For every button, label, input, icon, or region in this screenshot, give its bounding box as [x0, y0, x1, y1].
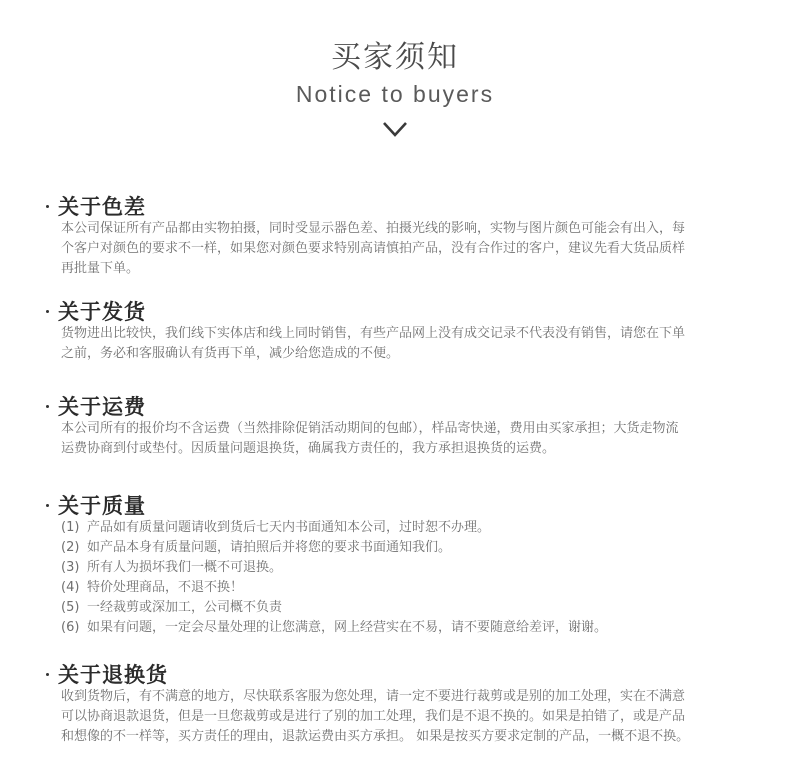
bullet-dot-icon	[46, 310, 49, 313]
page-title: 买家须知	[331, 40, 459, 75]
section-title: 关于发货	[58, 300, 146, 324]
list-number: (3)	[61, 560, 80, 575]
section-body	[61, 219, 746, 279]
list-text: 产品如有质量问题请收到货后七天内书面通知本公司，过时恕不办理。	[87, 520, 491, 535]
section-title: 关于色差	[58, 195, 146, 219]
body-line: 可以协商退款退货，但是一旦您裁剪或是进行了别的加工处理，我们是不退不换的。如果是拍错了，或是产品	[61, 709, 686, 724]
section-body	[61, 518, 746, 638]
list-text: 所有人为损坏我们一概不可退换。	[87, 560, 283, 575]
section-shipping	[46, 298, 746, 364]
list-text: 如产品本身有质量问题，请拍照后并将您的要求书面通知我们。	[87, 540, 452, 555]
section-quality	[46, 492, 746, 638]
body-line: 之前，务必和客服确认有货再下单，减少给您造成的不便。	[61, 346, 400, 361]
section-heading	[46, 492, 746, 518]
section-title: 关于质量	[58, 494, 146, 518]
section-heading	[46, 661, 746, 687]
body-line: 货物进出比较快，我们线下实体店和线上同时销售，有些产品网上没有成交记录不代表没有销售，请您在下单	[61, 326, 686, 341]
list-item	[61, 578, 746, 598]
section-heading	[46, 193, 746, 219]
section-freight	[46, 393, 746, 459]
list-text: 一经裁剪或深加工，公司概不负责	[87, 600, 283, 615]
bullet-dot-icon	[46, 504, 49, 507]
body-line: 本公司保证所有产品都由实物拍摄，同时受显示器色差、拍摄光线的影响，实物与图片颜色可能会有出入，每	[61, 221, 686, 236]
list-text: 如果有问题，一定会尽量处理的让您满意，网上经营实在不易，请不要随意给差评，谢谢。	[87, 620, 608, 635]
body-line: 个客户对颜色的要求不一样，如果您对颜色要求特别高请慎拍产品，没有合作过的客户，建议先看大货品质样	[61, 241, 686, 256]
section-body	[61, 687, 746, 747]
section-body	[61, 419, 746, 459]
list-text: 特价处理商品，不退不换！	[87, 580, 244, 595]
list-item	[61, 618, 746, 638]
header	[0, 38, 790, 138]
section-color-difference	[46, 193, 746, 279]
body-line: 运费协商到付或垫付。因质量问题退换货，确属我方责任的，我方承担退换货的运费。	[61, 441, 556, 456]
section-body	[61, 324, 746, 364]
list-number: (6)	[61, 620, 80, 635]
section-title: 关于运费	[58, 395, 146, 419]
section-heading	[46, 393, 746, 419]
section-returns	[46, 661, 746, 747]
list-item	[61, 558, 746, 578]
list-number: (5)	[61, 600, 80, 615]
list-item	[61, 538, 746, 558]
body-line: 和想像的不一样等，买方责任的理由，退款运费由买方承担。 如果是按买方要求定制的产品，一概不退不换。	[61, 729, 690, 744]
body-line: 收到货物后，有不满意的地方，尽快联系客服为您处理，请一定不要进行裁剪或是别的加工处理，实在不满意	[61, 689, 686, 704]
list-number: (1)	[61, 520, 80, 535]
page-subtitle: Notice to buyers	[295, 81, 495, 107]
list-item	[61, 598, 746, 618]
bullet-dot-icon	[46, 205, 49, 208]
chevron-down-icon	[382, 120, 408, 138]
bullet-dot-icon	[46, 673, 49, 676]
section-heading	[46, 298, 746, 324]
section-title: 关于退换货	[58, 663, 168, 687]
list-number: (4)	[61, 580, 80, 595]
list-number: (2)	[61, 540, 80, 555]
bullet-dot-icon	[46, 405, 49, 408]
body-line: 本公司所有的报价均不含运费（当然排除促销活动期间的包邮），样品寄快递，费用由买家承担；大货走物流	[61, 421, 679, 436]
body-line: 再批量下单。	[61, 261, 140, 276]
list-item	[61, 518, 746, 538]
